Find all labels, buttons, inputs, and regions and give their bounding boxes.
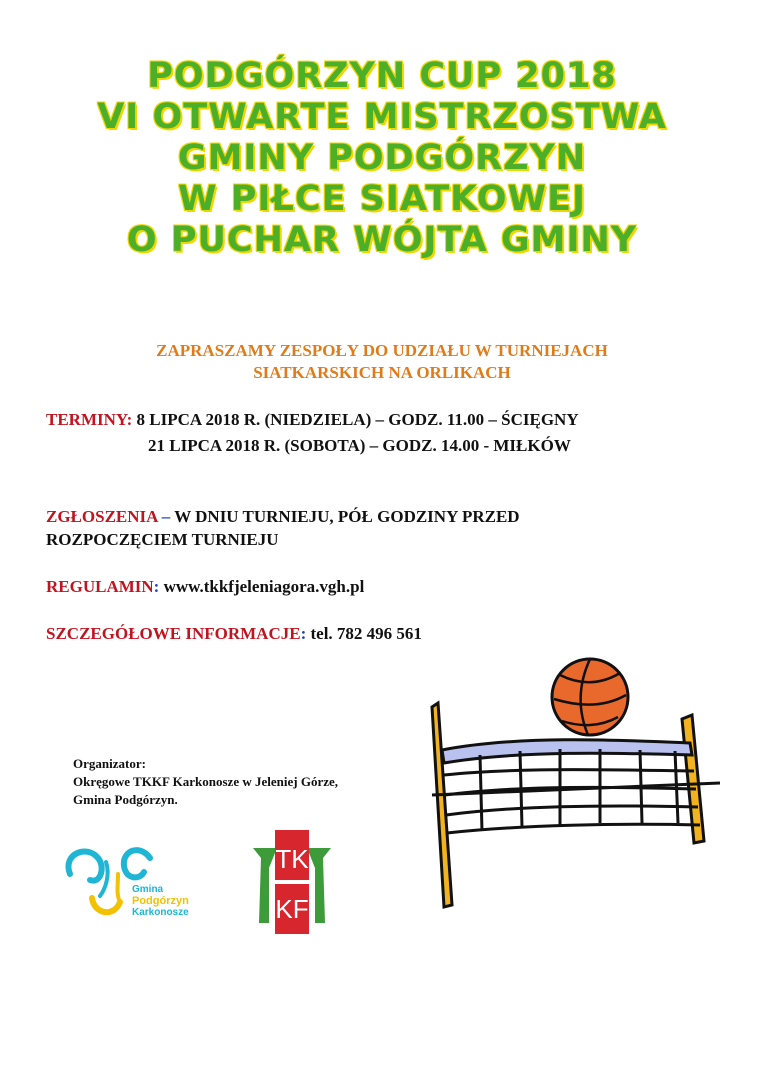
net-mesh [432,749,720,833]
organizer-heading: Organizator: [73,756,146,771]
invitation-text [0,340,764,384]
rules-line [46,577,364,597]
gmina-podgorzyn-logo [62,844,212,924]
gmina-logo-text-2: Podgórzyn [132,895,189,907]
details-colon: : [300,624,307,643]
volleyball-icon [552,659,628,735]
details-label: SZCZEGÓŁOWE INFORMACJE [46,624,301,643]
title-line: O PUCHAR WÓJTA GMINY [126,220,638,260]
organizer-line: Gmina Podgórzyn. [73,792,178,807]
rules-url[interactable]: www.tkkfjeleniagora.vgh.pl [159,577,365,596]
rules-label: REGULAMIN [46,577,154,596]
title-line: VI OTWARTE MISTRZOSTWA [97,97,667,137]
rules-colon: : [153,577,160,596]
details-line [46,624,422,644]
tkkf-logo-top: TK [275,844,309,874]
registration-text: W DNIU TURNIEJU, PÓŁ GODZINY PRZED [170,507,520,526]
invitation-line: SIATKARSKICH NA ORLIKACH [253,363,511,382]
registration-text-2: ROZPOCZĘCIEM TURNIEJU [46,530,279,549]
tkkf-logo [247,828,337,938]
terms-label: TERMINY: [46,410,133,429]
volleyball-net-illustration [420,655,730,920]
organizer-block [73,755,338,809]
gmina-logo-text-3: Karkonosze [132,907,189,918]
tkkf-logo-bottom: KF [275,894,309,924]
registration-line-2 [46,530,279,550]
registration-dash: – [157,507,171,526]
registration-label: ZGŁOSZENIA [46,507,158,526]
terms-date-1: 8 LIPCA 2018 R. (NIEDZIELA) – GODZ. 11.00 – ŚCIĘGNY [132,410,579,429]
title-line: GMINY PODGÓRZYN [177,138,587,178]
terms-line-1 [46,410,579,430]
invitation-line: ZAPRASZAMY ZESPOŁY DO UDZIAŁU W TURNIEJACH [156,341,608,360]
gmina-logo-text-1: Gmina [132,884,164,895]
left-pole [432,703,452,907]
title-line: PODGÓRZYN CUP 2018 [147,56,617,96]
terms-date-2: 21 LIPCA 2018 R. (SOBOTA) – GODZ. 14.00 - MIŁKÓW [148,436,571,455]
terms-line-2 [148,436,571,456]
poster-title [0,56,764,261]
registration-line-1 [46,507,520,527]
organizer-line: Okręgowe TKKF Karkonosze w Jeleniej Górze, [73,774,339,789]
details-phone: tel. 782 496 561 [306,624,422,643]
title-line: W PIŁCE SIATKOWEJ [177,179,587,219]
